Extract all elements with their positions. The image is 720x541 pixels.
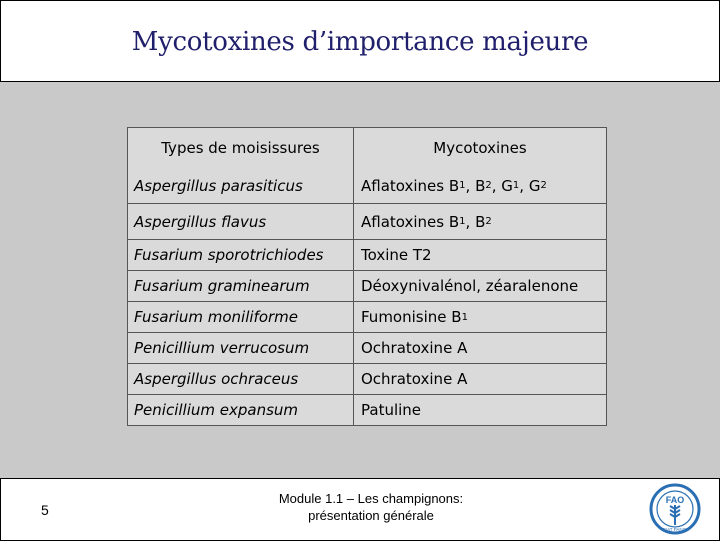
slide-title: Mycotoxines d’importance majeure <box>131 27 589 57</box>
mycotoxin-cell <box>354 302 606 332</box>
mycotoxin-cell <box>354 333 606 363</box>
mycotoxin-subscript: 1 <box>459 180 466 191</box>
mold-type-cell: Fusarium moniliforme <box>128 302 354 332</box>
table-row <box>128 301 606 332</box>
mold-type-cell: Fusarium graminearum <box>128 271 354 301</box>
table-row <box>128 394 606 425</box>
logo-text-top: FAO <box>665 495 685 505</box>
mycotoxin-cell <box>354 271 606 301</box>
footer-bar <box>0 478 720 541</box>
logo-text-bottom: FIAT PANIS <box>663 527 687 532</box>
table-row <box>128 203 606 239</box>
mycotoxin-table <box>127 127 607 426</box>
table-row <box>128 270 606 301</box>
mycotoxin-text: Aflatoxines B <box>361 176 460 195</box>
mycotoxin-subscript: 1 <box>512 180 520 191</box>
mycotoxin-cell <box>354 240 606 270</box>
header-mycotoxins: Mycotoxines <box>433 139 527 157</box>
mycotoxin-subscript: 1 <box>459 216 466 227</box>
mycotoxin-text: Aflatoxines B <box>361 212 460 231</box>
mycotoxin-subscript: 1 <box>461 311 468 323</box>
table-row <box>128 332 606 363</box>
mycotoxin-cell <box>354 204 606 239</box>
mold-type-cell: Aspergillus parasiticus <box>128 168 354 203</box>
mycotoxin-text: Fumonisine B <box>361 308 462 326</box>
table-row <box>128 168 606 203</box>
mold-type-cell: Fusarium sporotrichiodes <box>128 240 354 270</box>
mycotoxin-text: , G <box>491 176 513 195</box>
table-header-row <box>128 128 606 168</box>
mycotoxin-text: Patuline <box>361 401 422 419</box>
mycotoxin-text: Ochratoxine A <box>361 370 468 388</box>
title-bar <box>0 0 720 82</box>
mycotoxin-text: Déoxynivalénol, zéaralenone <box>361 277 579 295</box>
header-mold-types: Types de moisissures <box>128 128 354 168</box>
mycotoxin-cell <box>354 364 606 394</box>
mycotoxin-subscript: 2 <box>485 216 492 227</box>
footer-line-1: Module 1.1 – Les champignons: <box>278 491 464 506</box>
mold-type-cell: Aspergillus flavus <box>128 204 354 239</box>
mold-type-cell: Aspergillus ochraceus <box>128 364 354 394</box>
footer-caption <box>231 490 511 524</box>
mold-type-cell: Penicillium expansum <box>128 395 354 425</box>
mycotoxin-text: , B <box>465 212 486 231</box>
fao-logo-icon <box>649 483 701 535</box>
mycotoxin-text: Ochratoxine A <box>361 339 468 357</box>
mycotoxin-text: Toxine T2 <box>361 246 432 264</box>
table-row <box>128 363 606 394</box>
footer-line-2: présentation générale <box>308 508 434 523</box>
mycotoxin-text: , G <box>519 176 541 195</box>
mycotoxin-subscript: 2 <box>485 180 492 191</box>
mycotoxin-cell <box>354 168 606 203</box>
page-number: 5 <box>41 502 49 518</box>
mold-type-cell: Penicillium verrucosum <box>128 333 354 363</box>
mycotoxin-cell <box>354 395 606 425</box>
table-row <box>128 239 606 270</box>
mycotoxin-text: , B <box>465 176 486 195</box>
mycotoxin-subscript: 2 <box>540 180 547 191</box>
